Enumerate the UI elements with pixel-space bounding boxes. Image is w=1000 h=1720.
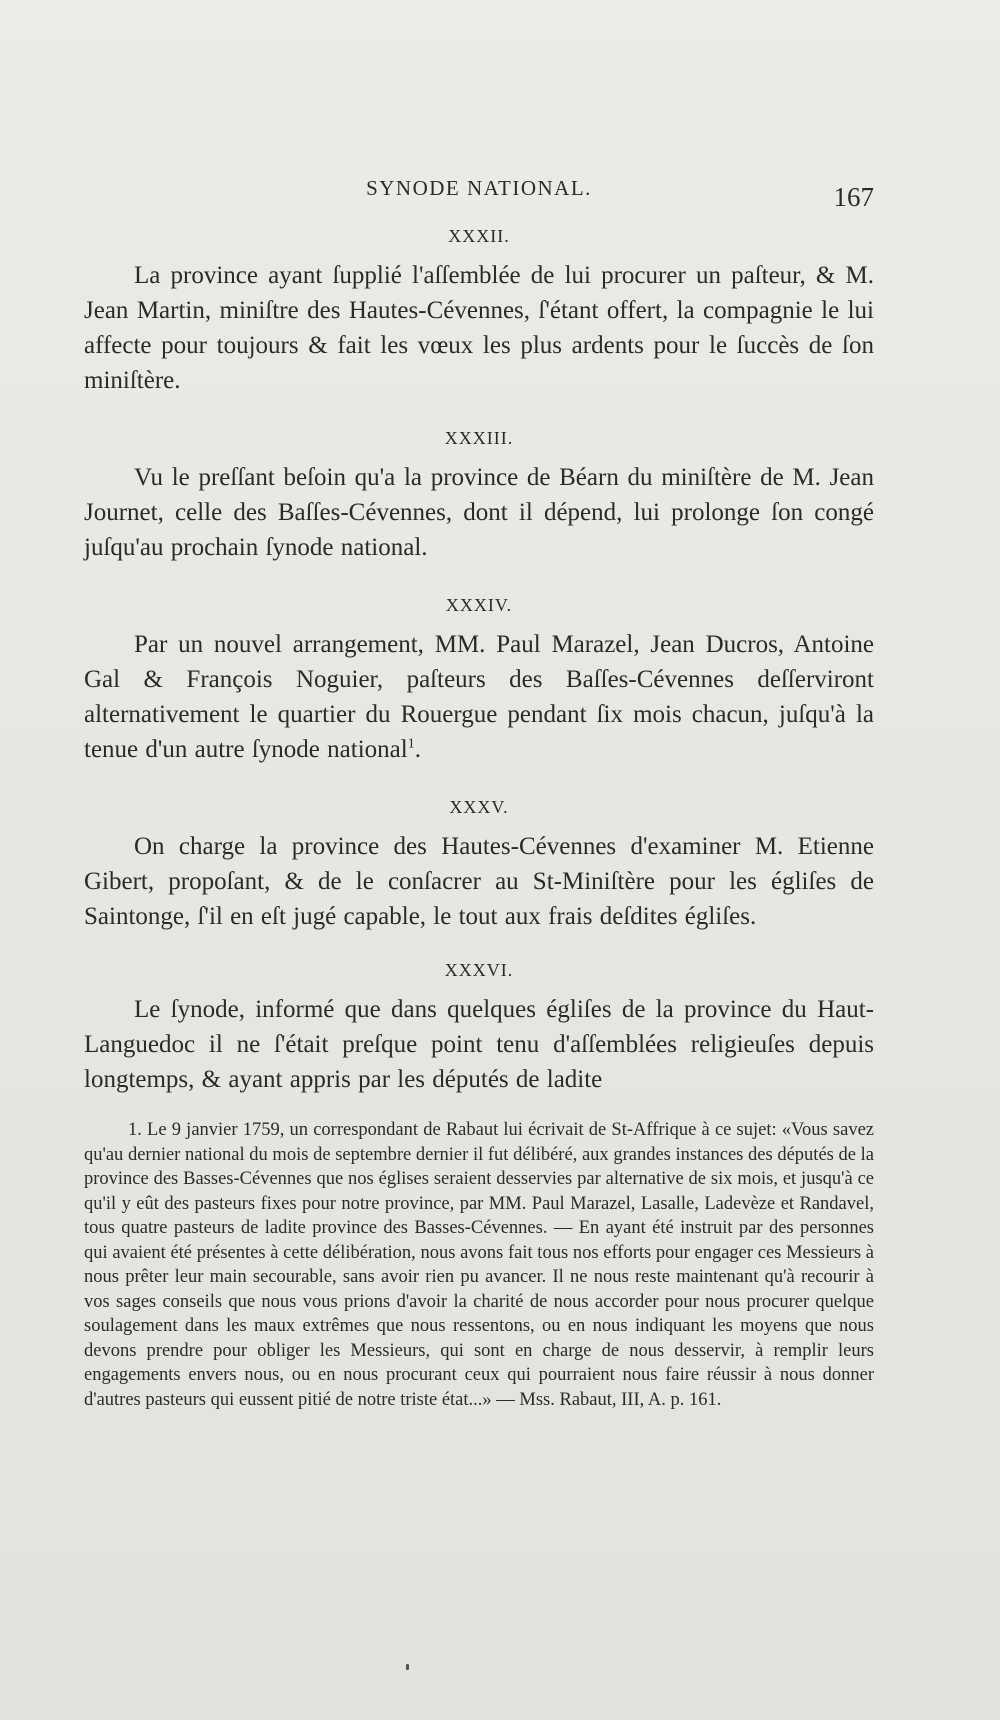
article-33-text: Vu le preſſant beſoin qu'a la province de Béarn du miniſtère de M. Jean Journet, celle des Baſſes-Cévennes, dont il dépend, lui prolonge ſon congé juſqu'au prochain ſynode national.: [84, 464, 874, 561]
section-number-32: XXXII.: [448, 226, 510, 246]
article-32-text: La province ayant ſupplié l'aſſemblée de lui procurer un paſteur, & M. Jean Martin, miniſtre des Hautes-Cévennes, ſ'étant offert, la compagnie le lui affecte pour toujours & fait les vœux les plus ardents pour le ſuccès de ſon miniſtère.: [84, 262, 874, 394]
footnote: 1. Le 9 janvier 1759, un correspondant de Rabaut lui écrivait de St-Affrique à ce sujet: «Vous savez qu'au dernier national du mois de septembre dernier il fut délibéré, aux grandes instances des députés de la province des Basses-Cévennes que nos églises seraient desservies par alternative de six mois, et jusqu'à ce qu'il y eût des pasteurs fixes pour notre province, par MM. Paul Marazel, Lasalle, Ladevèze et Randavel, tous quatre pasteurs de ladite province des Basses-Cévennes. — En ayant été instruit par des personnes qui avaient été présentes à cette délibération, nous avons fait tous nos efforts pour engager ces Messieurs à nous prêter leur main secourable, sans avoir rien pu avancer. Il ne nous reste maintenant qu'à recourir à vos sages conseils que nous vous prions d'avoir la charité de nous accorder pour nous procurer quelque soulagement dans les maux extrêmes que nous ressentons, ou en nous indiquant les moyens que nous devons prendre pour obliger les Messieurs, qui sont en charge de nous desservir, à remplir leurs engagements envers nous, ou en nous procurant ceux qui pourraient nous faire réussir à nous donner d'autres pasteurs qui eussent pitié de notre triste état...» — Mss. Rabaut, III, A. p. 161.: [84, 1120, 874, 1410]
section-number-34: XXXIV.: [445, 595, 513, 615]
article-34-end: .: [414, 736, 421, 763]
running-head: [84, 176, 874, 216]
article-35-text: On charge la province des Hautes-Cévennes d'examiner M. Etienne Gibert, propoſant, & de le conſacrer au St-Miniſtère pour les égliſes de Saintonge, ſ'il en eſt jugé capable, le tout aux frais deſdites égliſes.: [84, 833, 874, 930]
section-number-36: XXXVI.: [444, 960, 514, 980]
section-number-35: XXXV.: [449, 797, 509, 817]
section-number-33: XXXIII.: [444, 428, 514, 448]
print-speck: [406, 1664, 409, 1670]
running-title: SYNODE NATIONAL.: [366, 176, 592, 200]
footnote-reference: 1: [407, 736, 415, 752]
article-34-text: [84, 627, 874, 767]
article-36-text: Le ſynode, informé que dans quelques égliſes de la province du Haut-Languedoc il ne ſ'était preſque point tenu d'aſſemblées religieuſes depuis longtemps, & ayant appris par les députés de ladite: [84, 996, 874, 1093]
body-text: [84, 222, 874, 1097]
article-34-body: Par un nouvel arrangement, MM. Paul Marazel, Jean Ducros, Antoine Gal & François Noguier, paſteurs des Baſſes-Cévennes deſſerviront alternativement le quartier du Rouergue pendant ſix mois chacun, juſqu'à la tenue d'un autre ſynode national: [84, 631, 874, 763]
page-number: 167: [833, 182, 874, 212]
